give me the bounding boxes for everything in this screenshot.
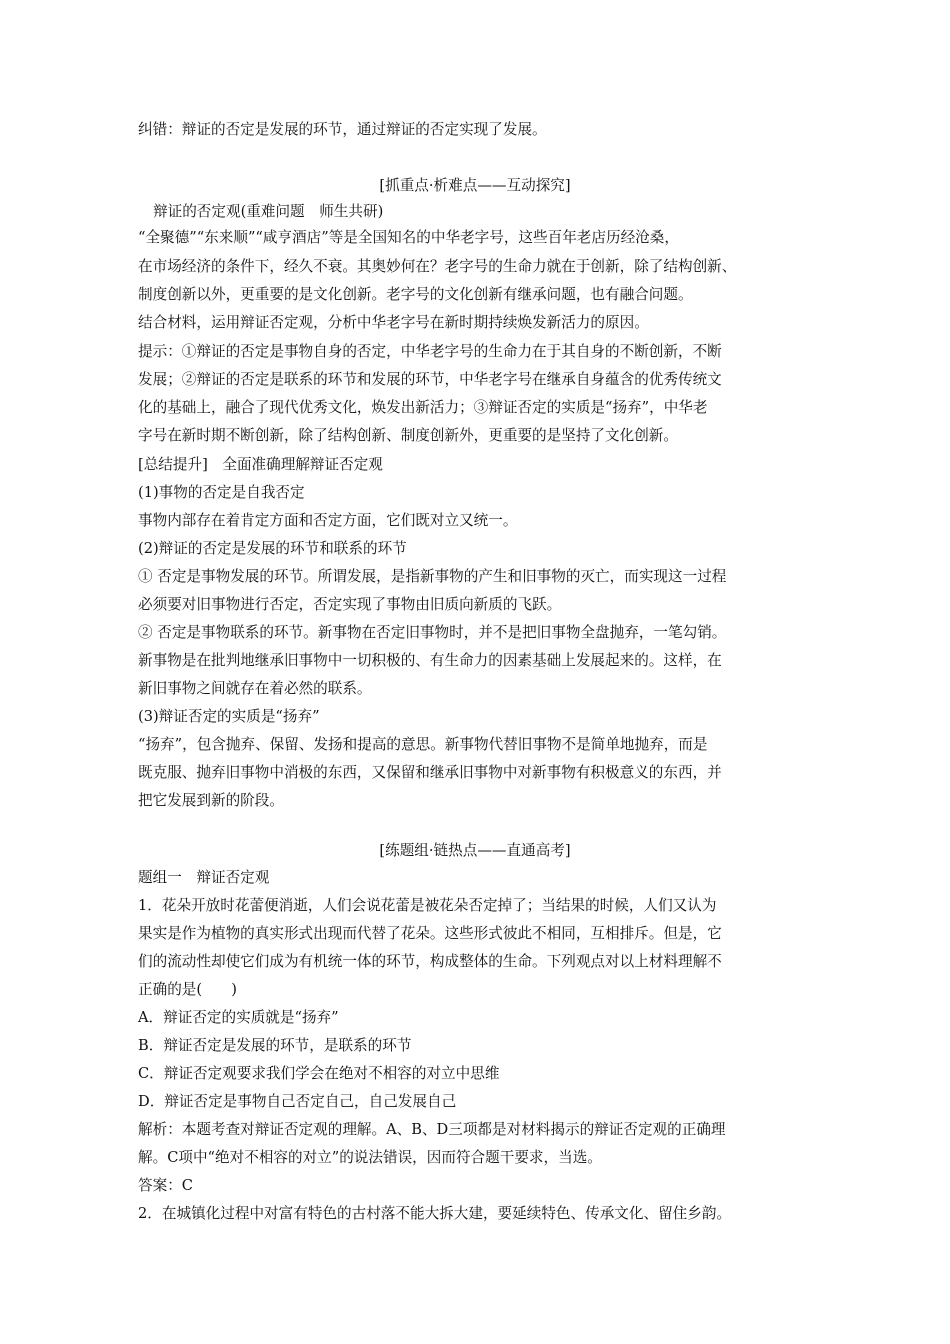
summary-line: (2)辩证的否定是发展的环节和联系的环节 [138,540,407,557]
correction-note: 纠错：辩证的否定是发展的环节，通过辩证的否定实现了发展。 [138,121,547,138]
section-header-explore: [抓重点·析难点——互动探究] [379,177,571,194]
summary-line: 把它发展到新的阶段。 [138,792,284,809]
summary-line: “扬弃”，包含抛弃、保留、发扬和提高的意思。新事物代替旧事物不是简单地抛弃，而是 [138,736,708,753]
topic-title: 辩证的否定观(重难问题 师生共研) [153,203,384,220]
q1-option-b: B．辩证否定是发展的环节，是联系的环节 [138,1037,412,1054]
summary-line: (3)辩证否定的实质是“扬弃” [138,708,320,725]
q2-stem-line: 2．在城镇化过程中对富有特色的古村落不能大拆大建，要延续特色、传承文化、留住乡韵。 [138,1205,732,1222]
section-header-practice: [练题组·链热点——直通高考] [379,842,571,859]
summary-line: 新事物是在批判地继承旧事物中一切积极的、有生命力的因素基础上发展起来的。这样，在 [138,652,722,669]
q1-stem-line: 果实是作为植物的真实形式出现而代替了花朵。这些形式彼此不相同，互相排斥。但是，它 [138,925,722,942]
summary-line: (1)事物的否定是自我否定 [138,484,305,501]
q1-option-c: C．辩证否定观要求我们学会在绝对不相容的对立中思维 [138,1065,500,1082]
summary-line: 新旧事物之间就存在着必然的联系。 [138,680,372,697]
q1-analysis-line: 解。C项中“绝对不相容的对立”的说法错误，因而符合题干要求，当选。 [138,1149,602,1166]
q1-option-a: A．辩证否定的实质就是“扬弃” [138,1009,339,1026]
hint-line: 化的基础上，融合了现代优秀文化，焕发出新活力；③辩证否定的实质是“扬弃”，中华老 [138,399,708,416]
q1-answer: 答案：C [138,1177,193,1194]
hint-line: 提示：①辩证的否定是事物自身的否定，中华老字号的生命力在于其自身的不断创新，不断 [138,343,722,360]
summary-title: [总结提升] 全面准确理解辩证否定观 [138,456,383,473]
hint-line: 字号在新时期不断创新，除了结构创新、制度创新外，更重要的是坚持了文化创新。 [138,427,678,444]
summary-line: ② 否定是事物联系的环节。新事物在否定旧事物时，并不是把旧事物全盘抛弃，一笔勾销。 [138,624,727,641]
q1-stem-line: 正确的是( ) [138,981,237,998]
material-line: “全聚德”“东来顺”“咸亨酒店”等是全国知名的中华老字号，这些百年老店历经沧桑， [138,229,679,246]
summary-line: 既克服、抛弃旧事物中消极的东西，又保留和继承旧事物中对新事物有积极意义的东西，并 [138,764,722,781]
q1-analysis-line: 解析：本题考查对辩证否定观的理解。A、B、D三项都是对材料揭示的辩证否定观的正确理 [138,1121,726,1138]
summary-line: 必须要对旧事物进行否定，否定实现了事物由旧质向新质的飞跃。 [138,596,562,613]
question-text: 结合材料，运用辩证否定观，分析中华老字号在新时期持续焕发新活力的原因。 [138,314,649,331]
hint-line: 发展；②辩证的否定是联系的环节和发展的环节，中华老字号在继承自身蕴含的优秀传统文 [138,371,722,388]
q1-option-d: D．辩证否定是事物自己否定自己，自己发展自己 [138,1093,457,1110]
question-group-title: 题组一 辩证否定观 [138,869,270,886]
material-line: 制度创新以外，更重要的是文化创新。老字号的文化创新有继承问题，也有融合问题。 [138,286,693,303]
q1-stem-line: 1．花朵开放时花蕾便消逝，人们会说花蕾是被花朵否定掉了；当结果的时候，人们又认为 [138,897,717,914]
summary-line: ① 否定是事物发展的环节。所谓发展，是指新事物的产生和旧事物的灭亡，而实现这一过程 [138,568,727,585]
material-line: 在市场经济的条件下，经久不衰。其奥妙何在？老字号的生命力就在于创新，除了结构创新、 [138,258,737,275]
summary-line: 事物内部存在着肯定方面和否定方面，它们既对立又统一。 [138,512,518,529]
q1-stem-line: 们的流动性却使它们成为有机统一体的环节，构成整体的生命。下列观点对以上材料理解不 [138,953,722,970]
